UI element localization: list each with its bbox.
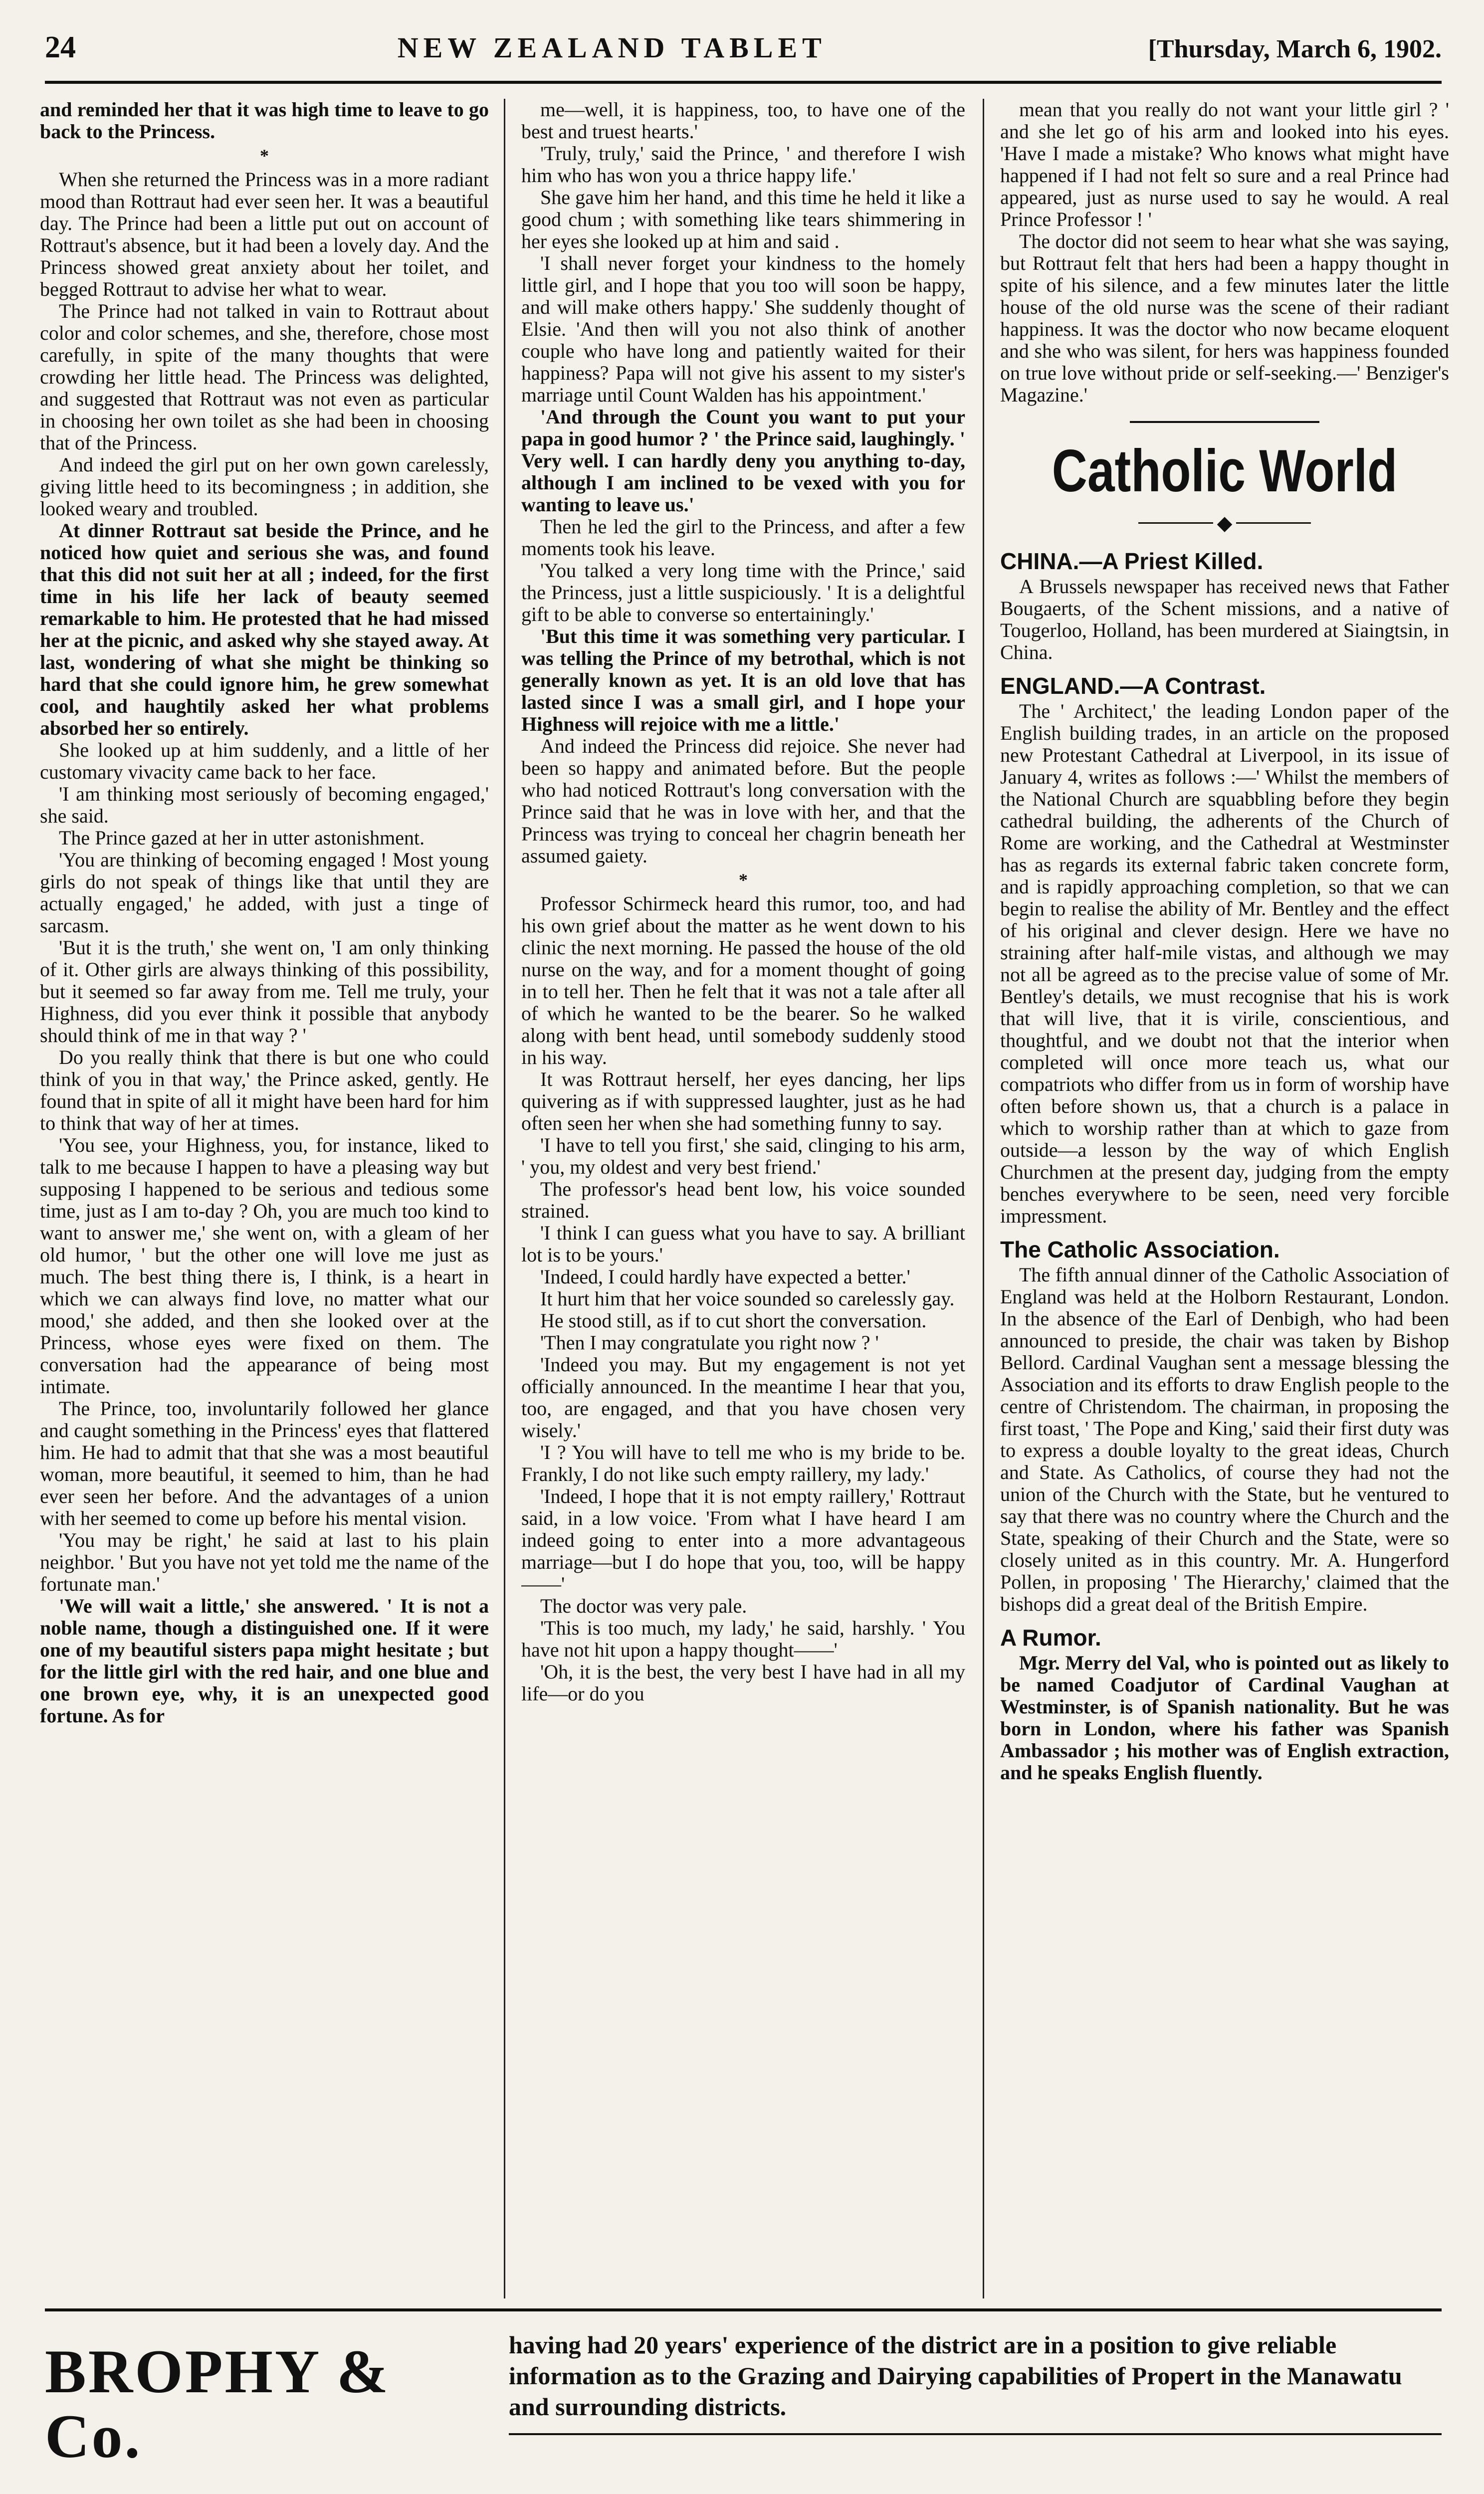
advertiser-name: BROPHY & Co.	[45, 2337, 391, 2471]
paragraph: 'But this time it was something very particular. I was telling the Prince of my betrothal, which is not generally known as yet. It is an old love that has lasted since I was a small girl, and I hope your Highness will rejoice with me a little.'	[521, 625, 965, 735]
column-1	[40, 99, 489, 2297]
paragraph: The Prince, too, involuntarily followed her glance and caught something in the Princess' eyes that flattered him. He had to admit that that she was a most beautiful woman, more beautiful, it seemed to him, than he had ever seen her before. And the advantages of a union with her seemed to come up before his mental vision.	[40, 1397, 489, 1529]
paragraph: The ' Architect,' the leading London paper of the English building trades, in an article on the proposed new Protestant Cathedral at Liverpool, in its issue of January 4, writes as follows :—' Whilst the members of the National Church are squabbling before they begin cathedral building, the adherents of the Church of Rome are working, and the Cathedral at Westminster has as regards its external fabric taken concrete form, and is rapidly approaching completion, so that we can begin to realise the ability of Mr. Bentley and the effect of his original and clever design. Here we have no straining after half-mile vistas, and although we may not all be agreed as to the precise value of some of Mr. Bentley's details, we must recognise that his is work that will live, that it is virile, conscientious, and thoughtful, and we doubt not that the interior when completed will once more teach us, what our compatriots who differ from us in form of worship have often before shown us, that a church is a palace in which to worship rather than at which to gaze from outside—a lesson by the way of which English Churchmen at the present day, judging from the empty benches everywhere to be seen, need very forcible impressment.	[1000, 699, 1449, 1227]
paragraph: 'Indeed, I hope that it is not empty raillery,' Rottraut said, in a low voice. 'From what I have heard I am indeed going to enter into a more advantageous marriage—but I do hope that you, too, will be happy——'	[521, 1485, 965, 1595]
paragraph: me—well, it is happiness, too, to have one of the best and truest hearts.'	[521, 99, 965, 143]
paragraph: 'Oh, it is the best, the very best I have had in all my life—or do you	[521, 1661, 965, 1705]
paragraph: The fifth annual dinner of the Catholic Association of England was held at the Holborn Restaurant, London. In the absence of the Earl of Denbigh, who had been announced to preside, the chair was taken by Bishop Bellord. Cardinal Vaughan sent a message blessing the Association and its efforts to draw English people to the centre of Christendom. The chairman, in proposing the first toast, ' The Pope and King,' said their first duty was to express a double loyalty to the great ideas, Church and State. As Catholics, of course they had not the union of the Church with the State, but he ventured to say that there was no country where the Church and the State, speaking of their Church and the State, were so closely united as in this country. Mr. A. Hungerford Pollen, in proposing ' The Hierarchy,' claimed that the bishops did a great deal of the British Empire.	[1000, 1263, 1449, 1615]
paragraph: 'I am thinking most seriously of becoming engaged,' she said.	[40, 783, 489, 827]
paragraph: 'You may be right,' he said at last to his plain neighbor. ' But you have not yet told me the name of the fortunate man.'	[40, 1529, 489, 1595]
paragraph: 'But it is the truth,' she went on, 'I am only thinking of it. Other girls are always thinking of this possibility, but it seemed so far away from me. Tell me truly, your Highness, did you ever think it possible that anybody should think of me in that way ? '	[40, 936, 489, 1046]
paragraph: Then he led the girl to the Princess, and after a few moments took his leave.	[521, 515, 965, 560]
paragraph: 'Indeed, I could hardly have expected a better.'	[540, 1265, 910, 1288]
paragraph: Mgr. Merry del Val, who is pointed out as likely to be named Coadjutor of Cardinal Vaughan at Westminster, is of Spanish nationality. But he was born in London, where his father was Spanish Ambassador ; his mother was of English extraction, and he speaks English fluently.	[1000, 1651, 1449, 1784]
paragraph: 'I think I can guess what you have to say. A brilliant lot is to be yours.'	[521, 1222, 965, 1266]
paragraph: When she returned the Princess was in a more radiant mood than Rottraut had ever seen her. It was a beautiful day. The Prince had been a little put out on account of Rottraut's absence, but it had been a lovely day. And the Princess showed great anxiety about her toilet, and begged Rottraut to advise her what to wear.	[40, 168, 489, 300]
paragraph: Do you really think that there is but one who could think of you in that way,' the Prince asked, gently. He found that in spite of all it might have been hard for him to think that way of her at times.	[40, 1046, 489, 1134]
paragraph: It was Rottraut herself, her eyes dancing, her lips quivering as if with suppressed laughter, just as he had often seen her when she had something funny to say.	[521, 1068, 965, 1134]
column-divider	[504, 99, 505, 2298]
section-rule	[1130, 421, 1319, 423]
diamond-icon: ◆	[1217, 511, 1233, 534]
advertisement-text: having had 20 years' experience of the district are in a position to give reliable information as to the Grazing and Dairying capabilities of Propert in the Manawatu and surrounding districts.	[509, 2331, 1402, 2421]
paragraph: And indeed the girl put on her own gown carelessly, giving little heed to its becomingness ; in addition, she looked weary and troubled.	[40, 453, 489, 520]
ornament-line	[1236, 522, 1311, 524]
column-divider	[983, 99, 984, 2298]
advertisement-underline	[509, 2433, 1442, 2435]
page-header	[45, 30, 1442, 75]
paragraph: 'I have to tell you first,' she said, clinging to his arm, ' you, my oldest and very best friend.'	[521, 1134, 965, 1178]
paragraph: 'Then I may congratulate you right now ? '	[540, 1331, 879, 1354]
section-break-star: *	[739, 870, 748, 890]
paragraph: 'And through the Count you want to put your papa in good humor ? ' the Prince said, laughingly. ' Very well. I can hardly deny you anything to-day, although I am inclined to be vexed with you for wanting to leave us.'	[521, 406, 965, 516]
paragraph: The Prince gazed at her in utter astonishment.	[59, 827, 425, 849]
paragraph: 'Indeed you may. But my engagement is not yet officially announced. In the meantime I hear that you, too, are engaged, and that you have chosen very wisely.'	[521, 1353, 965, 1442]
paragraph: 'We will wait a little,' she answered. ' It is not a noble name, though a distinguished one. If it were one of my beautiful sisters papa might hesitate ; but for the little girl with the red hair, and one blue and one brown eye, why, it is an unexpected good fortune. As for	[40, 1595, 489, 1727]
article-heading: A Rumor.	[1000, 1624, 1101, 1651]
section-title: Catholic World	[1052, 437, 1398, 504]
header-rule	[45, 81, 1442, 84]
paragraph: The doctor was very pale.	[540, 1595, 747, 1617]
section-break-star: *	[260, 146, 269, 166]
paragraph: 'This is too much, my lady,' he said, harshly. ' You have not hit upon a happy thought——'	[521, 1617, 965, 1661]
footer-rule	[45, 2308, 1442, 2311]
paragraph: The Prince had not talked in vain to Rottraut about color and color schemes, and she, therefore, chose most carefully, in spite of the many thoughts that were crowding her little head. The Princess was delighted, and suggested that Rottraut was not even as particular in choosing her own toilet as she had been in choosing that of the Princess.	[40, 300, 489, 454]
paragraph: mean that you really do not want your little girl ? ' and she let go of his arm and looked into his eyes. 'Have I made a mistake? Who knows what might have happened if I had not felt so sure and a real Prince had appeared, just as nurse used to say he would. A real Prince Professor ! '	[1000, 99, 1449, 230]
paragraph: 'I shall never forget your kindness to the homely little girl, and I hope that you too will soon be happy, and will make others happy.' She suddenly thought of Elsie. 'And then will you not also think of another couple who have long and patiently waited for their happiness? Papa will not give his assent to my sister's marriage until Count Walden has his appointment.'	[521, 252, 965, 406]
paragraph: Professor Schirmeck heard this rumor, too, and had his own grief about the matter as he went down to his clinic the next morning. He passed the house of the old nurse on the way, and for a moment thought of going in to tell her. Then he felt that it was not a tale after all of which he wanted to be the bearer. So he walked along with bent head, until somebody suddenly stood in his way.	[521, 892, 965, 1068]
title-ornament	[1000, 509, 1449, 536]
column-3	[1000, 99, 1449, 2297]
article-heading: The Catholic Association.	[1000, 1236, 1280, 1262]
paragraph: He stood still, as if to cut short the conversation.	[540, 1309, 927, 1332]
paragraph: She looked up at him suddenly, and a little of her customary vivacity came back to her face.	[40, 739, 489, 783]
paragraph: 'You see, your Highness, you, for instance, liked to talk to me because I happen to have a pleasing way but supposing I happened to be serious and tedious some time, just as I am to-day ? Oh, you are much too kind to want to answer me,' she went on, with a gleam of her old humor, ' but the other one will love me just as much. The best thing there is, I think, is a heart in which we can always find love, no matter what our mood,' she added, and then she looked over at the Princess, whose eyes were fixed on them. The conversation had the appearance of being most intimate.	[40, 1134, 489, 1398]
paragraph: The doctor did not seem to hear what she was saying, but Rottraut felt that hers had been a happy thought in spite of his silence, and a few minutes later the little house of the old nurse was the scene of their radiant happiness. It was the doctor who now became eloquent and she who was silent, for hers was happiness founded on true love without pride or self-seeking.—' Benziger's Magazine.'	[1000, 230, 1449, 406]
article-heading: CHINA.—A Priest Killed.	[1000, 548, 1264, 574]
page-number: 24	[45, 30, 76, 64]
paragraph: A Brussels newspaper has received news that Father Bougaerts, of the Schent missions, and a native of Tougerloo, Holland, has been murdered at Siaingtsin, in China.	[1000, 575, 1449, 663]
paragraph: 'You talked a very long time with the Prince,' said the Princess, just a little suspiciously. ' It is a delightful gift to be able to converse so entertainingly.'	[521, 559, 965, 625]
newspaper-title: NEW ZEALAND TABLET	[397, 31, 827, 64]
issue-date: [Thursday, March 6, 1902.	[1148, 35, 1442, 63]
paragraph: And indeed the Princess did rejoice. She never had been so happy and animated before. But the people who had noticed Rottraut's long conversation with the Prince said that he was in love with her, and that the Princess was trying to conceal her chagrin beneath her assumed gaiety.	[521, 735, 965, 867]
advertisement	[45, 2324, 1442, 2471]
paragraph: The professor's head bent low, his voice sounded strained.	[521, 1178, 965, 1222]
ornament-line	[1138, 522, 1213, 524]
paragraph: She gave him her hand, and this time he held it like a good chum ; with something like tears shimmering in her eyes she looked up at him and said .	[521, 186, 965, 252]
paragraph: It hurt him that her voice sounded so carelessly gay.	[540, 1287, 955, 1310]
paragraph: 'Truly, truly,' said the Prince, ' and therefore I wish him who has won you a thrice happy life.'	[521, 142, 965, 187]
paragraph: 'I ? You will have to tell me who is my bride to be. Frankly, I do not like such empty raillery, my lady.'	[521, 1441, 965, 1485]
paragraph: and reminded her that it was high time to leave to go back to the Princess.	[40, 99, 489, 143]
paragraph: At dinner Rottraut sat beside the Prince, and he noticed how quiet and serious she was, and found that this did not suit her at all ; indeed, for the first time in his life her lack of beauty seemed remarkable to him. He protested that he had missed her at the picnic, and asked why she stayed away. At last, wondering of what she might be thinking so hard that she could ignore him, he grew somewhat cool, and haughtily asked her what problems absorbed her so entirely.	[40, 519, 489, 739]
paragraph: 'You are thinking of becoming engaged ! Most young girls do not speak of things like that until they are actually engaged,' he added, with just a tinge of sarcasm.	[40, 848, 489, 937]
column-2	[521, 99, 965, 2297]
article-heading: ENGLAND.—A Contrast.	[1000, 672, 1266, 699]
